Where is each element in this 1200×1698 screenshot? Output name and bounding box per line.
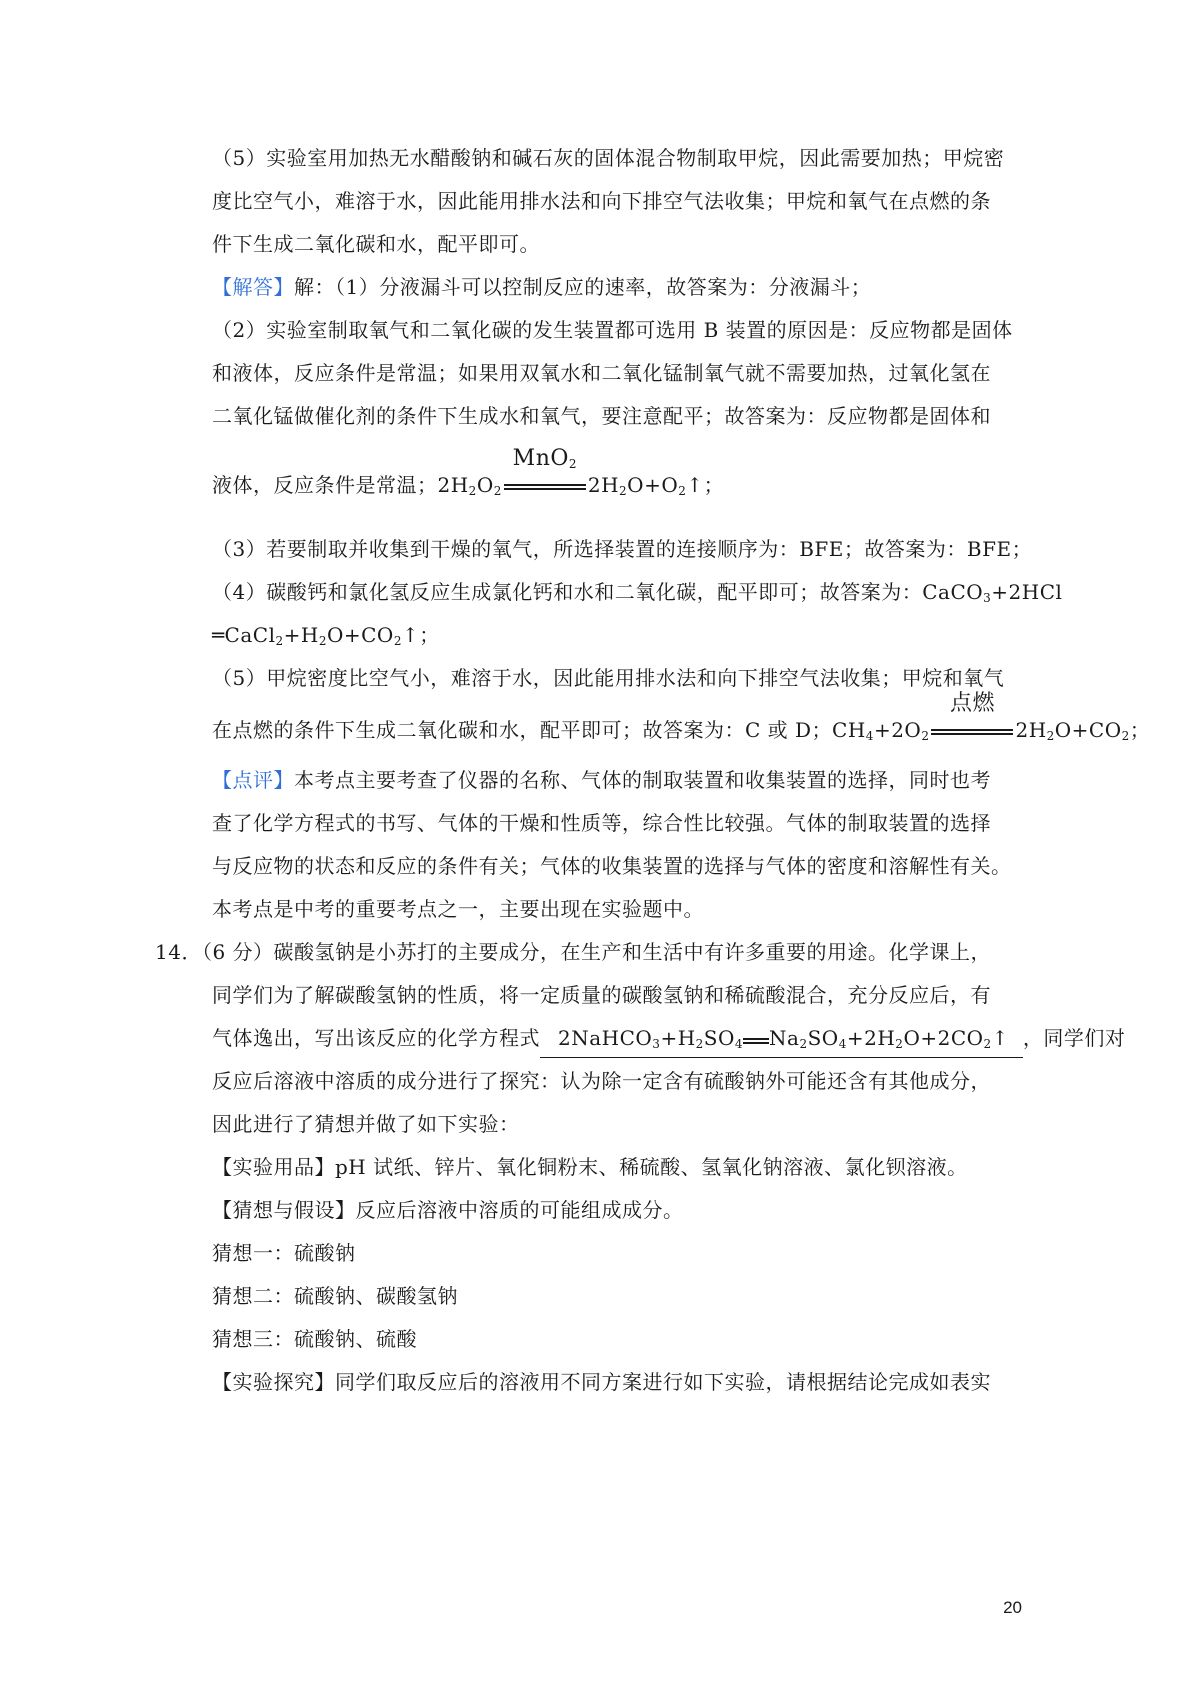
answer-line: （4）碳酸钙和氯化氢反应生成氯化钙和水和二氧化碳，配平即可；故答案为：CaCO$_3$+2HCl bbox=[212, 580, 1063, 605]
question-line: 猜想三：硫酸钠、硫酸 bbox=[212, 1327, 417, 1351]
question-line: 【实验探究】同学们取反应后的溶液用不同方案进行如下实验，请根据结论完成如表实 bbox=[212, 1370, 991, 1394]
equation-line: 在点燃的条件下生成二氧化碳和水，配平即可；故答案为：C 或 D；$CH_4+2O_2$ 点燃 $2H_2O+CO_2$； bbox=[212, 691, 1151, 743]
answer-line bbox=[212, 272, 871, 302]
review-line: 本考点是中考的重要考点之一，主要出现在实验题中。 bbox=[212, 897, 704, 921]
question-line: 【猜想与假设】反应后溶液中溶质的可能组成成分。 bbox=[212, 1198, 684, 1222]
question-line: 【实验用品】pH 试纸、锌片、氧化铜粉末、稀硫酸、氢氧化钠溶液、氯化钡溶液。 bbox=[212, 1155, 968, 1179]
answer-text: 解：（1）分液漏斗可以控制反应的速率，故答案为：分液漏斗； bbox=[294, 275, 872, 299]
answer-line: 二氧化锰做催化剂的条件下生成水和氧气，要注意配平；故答案为：反应物都是固体和 bbox=[212, 404, 991, 428]
equation-line: 液体，反应条件是常温；$2H_2O_2$ MnO$_2$ $2H_2O+O_2↑$； bbox=[212, 446, 725, 498]
question-line: 同学们为了解碳酸氢钠的性质，将一定质量的碳酸氢钠和稀硫酸混合，充分反应后，有 bbox=[212, 983, 991, 1007]
question-line: 猜想一：硫酸钠 bbox=[212, 1241, 356, 1265]
text-line: 件下生成二氧化碳和水，配平即可。 bbox=[212, 232, 540, 256]
reaction-condition: MnO$_2$ bbox=[504, 470, 586, 500]
question-line: 因此进行了猜想并做了如下实验： bbox=[212, 1112, 520, 1136]
answer-blank: $2NaHCO_3+H_2SO_4$ $Na_2SO_4+2H_2O+2CO_2↑$ bbox=[540, 1025, 1023, 1058]
question-14-stem: 14．（6 分）碳酸氢钠是小苏打的主要成分，在生产和生活中有许多重要的用途。化学课上， bbox=[155, 940, 992, 964]
reaction-condition: 点燃 bbox=[931, 715, 1013, 745]
review-line: 查了化学方程式的书写、气体的干燥和性质等，综合性比较强。气体的制取装置的选择 bbox=[212, 811, 991, 835]
page-number: 20 bbox=[1003, 1598, 1022, 1617]
answer-line: （2）实验室制取氧气和二氧化碳的发生装置都可选用 B 装置的原因是：反应物都是固体 bbox=[212, 318, 1013, 342]
review-tag: 【点评】 bbox=[212, 768, 294, 792]
review-line: 【点评】本考点主要考查了仪器的名称、气体的制取装置和收集装置的选择，同时也考 bbox=[212, 768, 991, 792]
question-line: 反应后溶液中溶质的成分进行了探究：认为除一定含有硫酸钠外可能还含有其他成分， bbox=[212, 1069, 991, 1093]
text-line: 度比空气小，难溶于水，因此能用排水法和向下排空气法收集；甲烷和氧气在点燃的条 bbox=[212, 189, 991, 213]
review-line: 与反应物的状态和反应的条件有关；气体的收集装置的选择与气体的密度和溶解性有关。 bbox=[212, 854, 1012, 878]
answer-line: （3）若要制取并收集到干燥的氧气，所选择装置的连接顺序为：BFE；故答案为：BFE； bbox=[212, 537, 1033, 561]
question-line: 气体逸出，写出该反应的化学方程式 $2NaHCO_3+H_2SO_4$ $Na_2SO_4+2H_2O+2CO_2↑$ ，同学们对 bbox=[212, 1023, 1125, 1058]
answer-tag: 【解答】 bbox=[212, 275, 294, 299]
equals-sign bbox=[743, 1030, 769, 1050]
answer-line: （5）甲烷密度比空气小，难溶于水，因此能用排水法和向下排空气法收集；甲烷和氧气 bbox=[212, 666, 1005, 690]
answer-line: $═CaCl_2+H_2O+CO_2↑$； bbox=[212, 623, 440, 648]
question-line: 猜想二：硫酸钠、碳酸氢钠 bbox=[212, 1284, 458, 1308]
answer-line: 和液体，反应条件是常温；如果用双氧水和二氧化锰制氧气就不需要加热，过氧化氢在 bbox=[212, 361, 991, 385]
text-line: （5）实验室用加热无水醋酸钠和碱石灰的固体混合物制取甲烷，因此需要加热；甲烷密 bbox=[212, 146, 1005, 170]
